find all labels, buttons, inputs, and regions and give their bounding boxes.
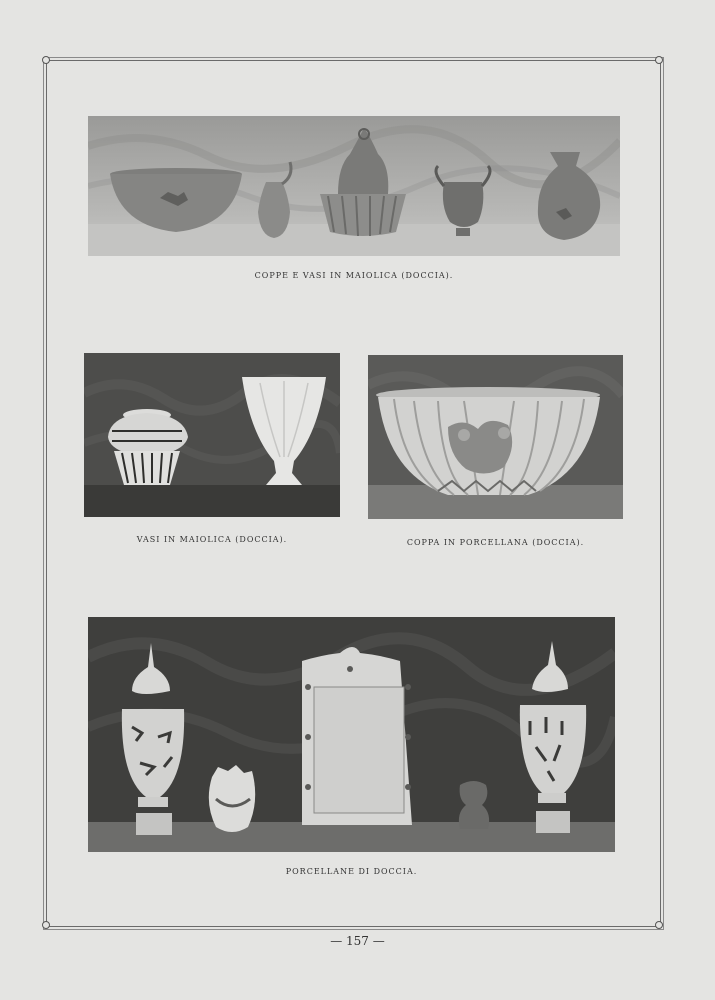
frame-corner-ornament (42, 56, 50, 64)
frame-corner-ornament (655, 921, 663, 929)
photo-plate-porcelain-bowl (368, 355, 623, 519)
caption-middle-left-plate: VASI IN MAIOLICA (DOCCIA). (136, 535, 288, 544)
caption-middle-right-plate: COPPA IN PORCELLANA (DOCCIA). (406, 538, 585, 547)
frame-corner-ornament (42, 921, 50, 929)
caption-top-plate: COPPE E VASI IN MAIOLICA (DOCCIA). (254, 271, 454, 280)
caption-bottom-plate: PORCELLANE DI DOCCIA. (285, 867, 418, 876)
photo-plate-maiolica-vases (84, 353, 340, 517)
mirror-frame-icon (302, 647, 412, 825)
page-number: — 157 — (330, 934, 385, 948)
pilgrim-flask-icon (209, 765, 255, 832)
frame-corner-ornament (655, 56, 663, 64)
photo-plate-maiolica-vessels (88, 116, 620, 256)
photo-plate-doccia-porcelains (88, 617, 615, 852)
